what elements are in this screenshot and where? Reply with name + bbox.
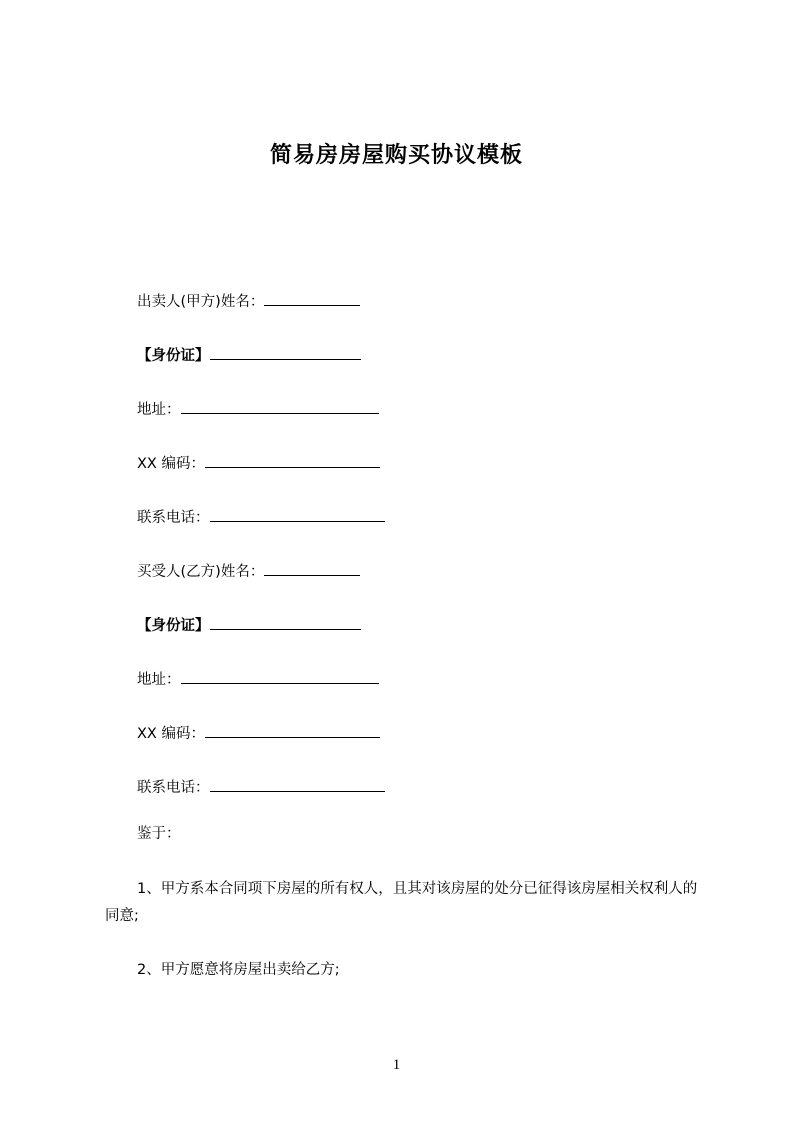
buyer-address-label: 地址： — [137, 672, 181, 688]
seller-id-line — [137, 345, 361, 366]
clause-1: 1、甲方系本合同项下房屋的所有权人，且其对该房屋的处分已征得该房屋相关权利人的同意; — [105, 881, 698, 924]
buyer-address-blank — [181, 669, 379, 684]
clause-2: 2、甲方愿意将房屋出卖给乙方; — [137, 962, 340, 978]
seller-postcode-blank — [205, 453, 380, 468]
buyer-name-line — [137, 561, 360, 582]
seller-id-blank — [210, 345, 361, 360]
buyer-phone-blank — [210, 777, 385, 792]
buyer-postcode-label: XX 编码： — [137, 726, 205, 742]
seller-phone-blank — [210, 507, 385, 522]
buyer-id-blank — [210, 615, 361, 630]
seller-postcode-label: XX 编码： — [137, 456, 205, 472]
seller-phone-label: 联系电话： — [137, 510, 210, 526]
seller-address-label: 地址： — [137, 402, 181, 418]
buyer-phone-label: 联系电话： — [137, 780, 210, 796]
document-title: 简易房房屋购买协议模板 — [269, 143, 523, 168]
seller-id-label: 【身份证】 — [137, 348, 210, 364]
page-number: 1 — [392, 1057, 401, 1073]
seller-address-line — [137, 399, 379, 420]
seller-name-label: 出卖人(甲方)姓名： — [137, 294, 265, 310]
buyer-name-label: 买受人(乙方)姓名： — [137, 564, 265, 580]
seller-address-blank — [181, 399, 379, 414]
whereas-label: 鉴于： — [137, 826, 181, 842]
buyer-address-line — [137, 669, 379, 690]
seller-phone-line — [137, 507, 385, 528]
buyer-name-blank — [264, 561, 360, 576]
buyer-phone-line — [137, 777, 385, 798]
buyer-id-line — [137, 615, 361, 636]
buyer-postcode-line — [137, 723, 380, 744]
buyer-id-label: 【身份证】 — [137, 618, 210, 634]
seller-postcode-line — [137, 453, 380, 474]
seller-name-blank — [264, 291, 360, 306]
seller-name-line — [137, 291, 360, 312]
buyer-postcode-blank — [205, 723, 380, 738]
